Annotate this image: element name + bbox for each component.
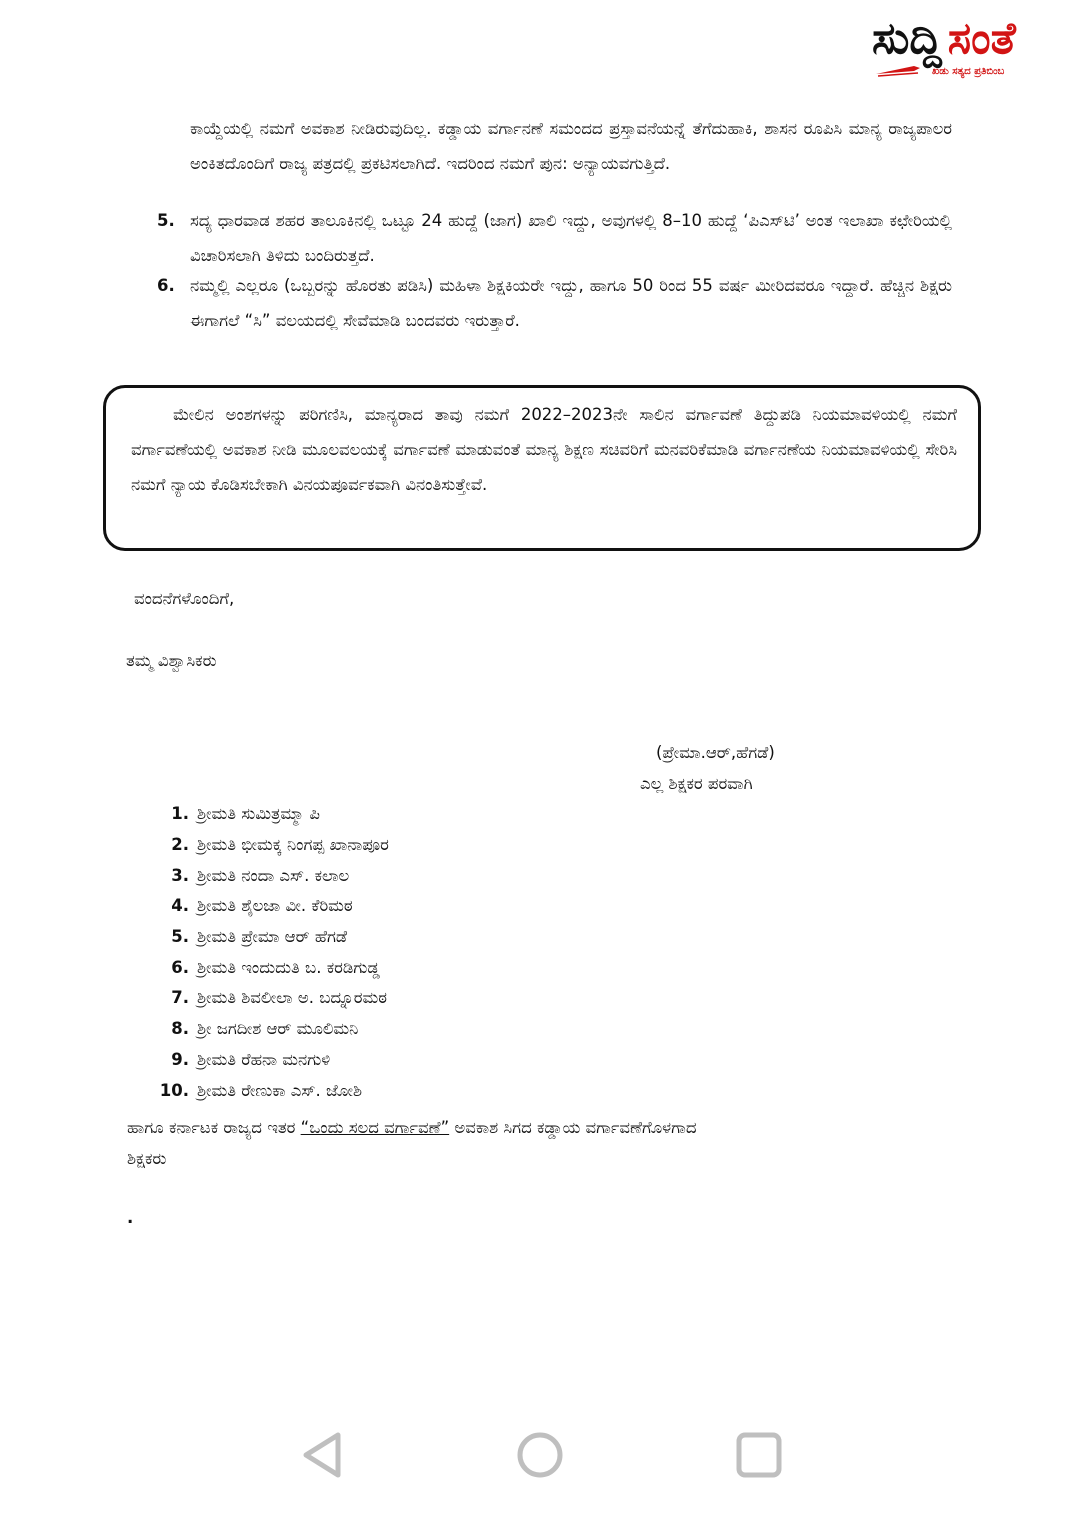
yours-faithfully: ತಮ್ಮ ವಿಶ್ವಾಸಿಕರು [126, 651, 217, 670]
list-item-name: ಶ್ರೀಮತಿ ಭೀಮಕ್ಕ ನಿಂಗಪ್ಪ ಖಾನಾಪೂರ [197, 835, 389, 854]
logo-part2: ಸಂತೆ [947, 13, 1016, 64]
on-behalf-line: ಎಲ್ಲ ಶಿಕ್ಷಕರ ಪರವಾಗಿ [640, 774, 753, 793]
list-item [155, 804, 320, 824]
list-item-number: 5. [171, 927, 189, 946]
list-item-name: ಶ್ರೀಮತಿ ಇಂದುದುತಿ ಬ. ಕರಡಿಗುಡ್ಡ [197, 958, 380, 977]
footer-post: ಅವಕಾಶ ಸಿಗದ ಕಡ್ಡಾಯ ವರ್ಗಾವಣೆಗೊಳಗಾದ [449, 1118, 697, 1137]
list-item-name: ಶ್ರೀಮತಿ ನಂದಾ ಎಸ್. ಕಲಾಲ [197, 866, 350, 885]
footer-underlined: “ಒಂದು ಸಲದ ವರ್ಗಾವಣೆ” [300, 1118, 450, 1137]
request-box [103, 385, 981, 551]
item-5-text: ಸದ್ಯ ಧಾರವಾಡ ಶಹರ ತಾಲೂಕಿನಲ್ಲಿ ಒಟ್ಟೂ 24 ಹುದ್ದೆ (ಜಾಗ) ಖಾಲಿ ಇದ್ದು, ಅವುಗಳಲ್ಲಿ 8–10 ಹುದ್ದೆ ‘ಪಿಎಸ್‌ಟಿ’ ಅಂತ ಇಲಾಖಾ ಕಛೇರಿಯಲ್ಲಿ ವಿಚಾರಿಸಲಾಗಿ ತಿಳಿದು ಬಂದಿರುತ್ತದೆ. [190, 211, 952, 265]
footer-line-2: ಶಿಕ್ಷಕರು [127, 1149, 167, 1168]
signatory-name: (ಪ್ರೇಮಾ.ಆರ್,ಹೆಗಡೆ) [656, 743, 775, 762]
list-item-name: ಶ್ರೀಮತಿ ಸುಮಿತ್ರಮ್ಮಾ ಪಿ [197, 804, 321, 823]
list-item-number: 2. [171, 835, 189, 854]
list-item-name: ಶ್ರೀಮತಿ ರೆಹನಾ ಮನಗುಳಿ [197, 1050, 331, 1069]
list-item [155, 1081, 362, 1101]
item-6-text: ನಮ್ಮಲ್ಲಿ ಎಲ್ಲರೂ (ಒಬ್ಬರನ್ನು ಹೊರತು ಪಡಿಸಿ) ಮಹಿಳಾ ಶಿಕ್ಷಕಿಯರೇ ಇದ್ದು, ಹಾಗೂ 50 ರಿಂದ 55 ವರ್ಷ ಮೀರಿದವರೂ ಇದ್ದಾರೆ. ಹೆಚ್ಚಿನ ಶಿಕ್ಷರು ಈಗಾಗಲೆ “ಸಿ” ವಲಯದಲ್ಲಿ ಸೇವೆಮಾಡಿ ಬಂದವರು ಇರುತ್ತಾರೆ. [190, 276, 952, 330]
request-text-content: ಮೇಲಿನ ಅಂಶಗಳನ್ನು ಪರಿಗಣಿಸಿ, ಮಾನ್ಯರಾದ ತಾವು ನಮಗೆ 2022–2023ನೇ ಸಾಲಿನ ವರ್ಗಾವಣೆ ತಿದ್ದುಪಡಿ ನಿಯಮಾವಳಿಯಲ್ಲಿ ನಮಗೆ ವರ್ಗಾವಣೆಯಲ್ಲಿ ಅವಕಾಶ ನೀಡಿ ಮೂಲವಲಯಕ್ಕೆ ವರ್ಗಾವಣೆ ಮಾಡುವಂತೆ ಮಾನ್ಯ ಶಿಕ್ಷಣ ಸಚಿವರಿಗೆ ಮನವರಿಕೆಮಾಡಿ ವರ್ಗಾನಣೆಯ ನಿಯಮಾವಳಿಯಲ್ಲಿ ಸೇರಿಸಿ ನಮಗೆ ನ್ಯಾಯ ಕೊಡಿಸಬೇಕಾಗಿ ವಿನಯಪೂರ್ವಕವಾಗಿ ವಿನಂತಿಸುತ್ತೇವೆ. [131, 405, 957, 494]
recents-square-icon [733, 1429, 785, 1481]
footer-dot: . [127, 1208, 134, 1227]
back-triangle-icon [298, 1429, 346, 1481]
list-item [155, 835, 389, 855]
home-button[interactable] [510, 1425, 570, 1485]
list-item [155, 927, 347, 947]
brand-logo [872, 14, 1072, 76]
list-item-number: 6. [171, 958, 189, 977]
list-item-number: 10. [159, 1081, 189, 1100]
list-item-number: 1. [171, 804, 189, 823]
list-item-name: ಶ್ರೀಮತಿ ಶೈಲಜಾ ವೀ. ಕೆರಿಮಠ [197, 896, 353, 915]
list-item-number: 4. [171, 896, 189, 915]
list-item-name: ಶ್ರೀಮತಿ ಪ್ರೇಮಾ ಆರ್ ಹೆಗಡೆ [197, 927, 348, 946]
item-6-number: 6. [157, 276, 175, 295]
pen-icon [874, 64, 924, 78]
list-item [155, 866, 349, 886]
list-item-number: 7. [171, 988, 189, 1007]
home-circle-icon [514, 1429, 566, 1481]
list-item-name: ಶ್ರೀಮತಿ ಶಿವಲೀಲಾ ಅ. ಬದ್ನೂರಮಠ [197, 988, 387, 1007]
list-item-number: 9. [171, 1050, 189, 1069]
list-item-name: ಶ್ರೀ ಜಗದೀಶ ಆರ್ ಮೂಲಿಮನಿ [197, 1019, 359, 1038]
footer-pre: ಹಾಗೂ ಕರ್ನಾಟಕ ರಾಜ್ಯದ ಇತರ [127, 1118, 301, 1137]
list-item-number: 8. [171, 1019, 189, 1038]
list-item [155, 988, 387, 1008]
back-button[interactable] [292, 1425, 352, 1485]
intro-paragraph: ಕಾಯ್ದೆಯಲ್ಲಿ ನಮಗೆ ಅವಕಾಶ ನೀಡಿರುವುದಿಲ್ಲ. ಕಡ್ಡಾಯ ವರ್ಗಾನಣೆ ಸಮಂದದ ಪ್ರಸ್ತಾವನೆಯನ್ನೆ ತೆಗೆದುಹಾಕಿ, ಶಾಸನ ರೂಪಿಸಿ ಮಾನ್ಯ ರಾಜ್ಯಪಾಲರ ಅಂಕಿತದೊಂದಿಗೆ ರಾಜ್ಯ ಪತ್ರದಲ್ಲಿ ಪ್ರಕಟಿಸಲಾಗಿದೆ. ಇದರಿಂದ ನಮಗೆ ಪುನ: ಅನ್ಯಾಯವಗುತ್ತಿದೆ. [190, 119, 952, 173]
footer-line-1 [127, 1118, 697, 1138]
recents-button[interactable] [729, 1425, 789, 1485]
request-text [131, 397, 957, 502]
logo-part1: ಸುದ್ದಿ [872, 13, 942, 64]
list-item [155, 958, 380, 978]
logo-wordmark [872, 14, 1016, 64]
list-item [155, 1019, 358, 1039]
list-item [155, 896, 353, 916]
list-item [155, 1050, 330, 1070]
item-5-number: 5. [157, 211, 175, 230]
greeting: ವಂದನೆಗಳೊಂದಿಗೆ, [134, 589, 235, 608]
logo-tagline: ಖಡು ಸತ್ಯದ ಪ್ರತಿಬಿಂಬ [932, 66, 1005, 77]
navigation-bar [0, 1395, 1080, 1518]
list-item-name: ಶ್ರೀಮತಿ ರೇಣುಕಾ ಎಸ್. ಜೋಶಿ [197, 1081, 363, 1100]
list-item-number: 3. [171, 866, 189, 885]
